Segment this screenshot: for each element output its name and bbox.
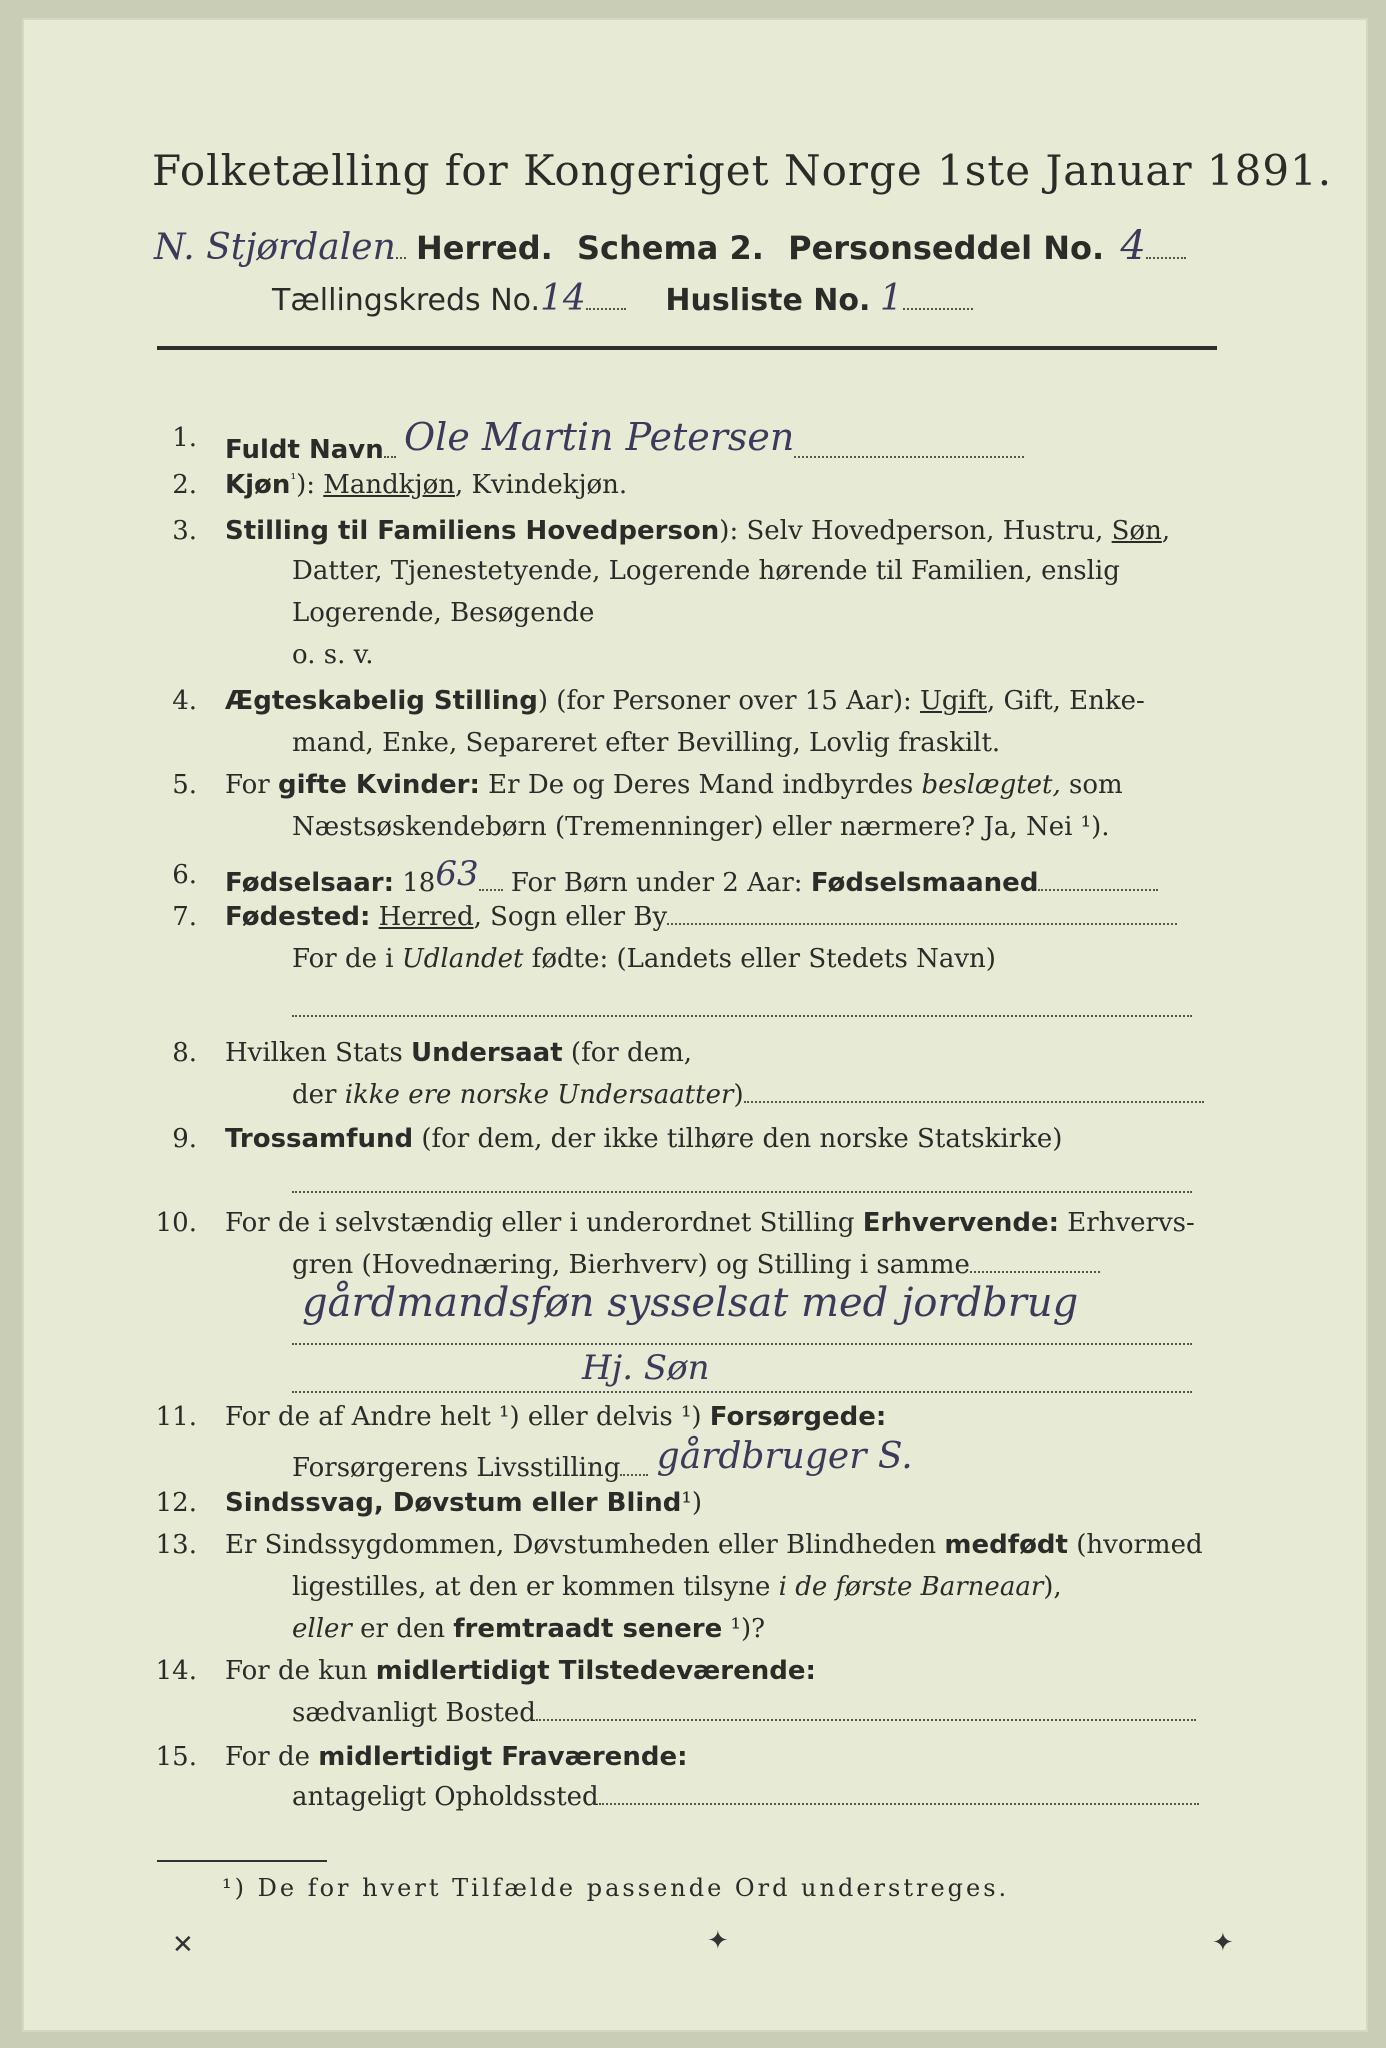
text: beslægtet, xyxy=(921,770,1061,800)
text-line: o. s. v. xyxy=(292,640,374,670)
text-line: Datter, Tjenestetyende, Logerende hørende til Familien, enslig xyxy=(292,556,1120,586)
footnote-rule xyxy=(157,1860,327,1862)
field-label: Fuldt Navn xyxy=(225,435,384,465)
text: , xyxy=(1161,516,1171,546)
field-label: Fødested: xyxy=(225,902,371,932)
text-line xyxy=(292,1782,1199,1812)
text: ), xyxy=(1043,1572,1062,1602)
item-number: 2. xyxy=(172,470,197,500)
field-dependents xyxy=(225,1402,886,1432)
occupation-value: gårdmandsføn sysselsat med jordbrug xyxy=(302,1280,1079,1326)
header-row-2 xyxy=(272,278,973,319)
field-label: gifte Kvinder: xyxy=(277,770,480,800)
footnote-ref: ¹ xyxy=(290,471,297,488)
item-number: 14. xyxy=(155,1656,197,1686)
item-number: 12. xyxy=(155,1488,197,1518)
field-label: midlertidigt Fraværende: xyxy=(318,1742,688,1772)
item-number: 4. xyxy=(172,686,197,716)
text: (for dem, der ikke tilhøre den norske Statskirke) xyxy=(413,1124,1063,1154)
field-occupation xyxy=(225,1208,1195,1238)
item-number: 3. xyxy=(172,516,197,546)
text-line: mand, Enke, Separeret efter Bevilling, Lovlig fraskilt. xyxy=(292,728,1001,758)
occupation-value-2: Hj. Søn xyxy=(582,1348,710,1388)
husliste-number: 1 xyxy=(879,278,903,319)
item-number: 13. xyxy=(155,1530,197,1560)
text: antageligt Opholdssted xyxy=(292,1782,599,1812)
text: For de af Andre helt ¹) eller delvis ¹) xyxy=(225,1402,710,1432)
text-line xyxy=(292,944,996,974)
occupation-handwritten-line1 xyxy=(302,1280,1078,1326)
field-label: Forsørgede: xyxy=(709,1402,887,1432)
herred-label: Herred. xyxy=(415,229,553,267)
form-title: Folketælling for Kongeriget Norge 1ste Januar 1891. xyxy=(152,146,1333,195)
field-full-name xyxy=(225,415,1024,467)
census-form xyxy=(22,18,1368,2032)
text-line xyxy=(292,1572,1062,1602)
field-disability xyxy=(225,1488,702,1518)
text: Er De og Deres Mand indbyrdes xyxy=(479,770,922,800)
item-number: 6. xyxy=(172,860,197,890)
provider-occupation-value: gårdbruger S. xyxy=(656,1436,913,1477)
text: eller xyxy=(292,1614,352,1644)
item-number: 9. xyxy=(172,1124,197,1154)
text: Forsørgerens Livsstilling xyxy=(292,1453,621,1483)
municipality-handwritten: N. Stjørdalen xyxy=(154,227,396,268)
text: For de kun xyxy=(225,1656,376,1686)
text: (hvormed xyxy=(1067,1530,1203,1560)
footnote: ¹) De for hvert Tilfælde passende Ord understreges. xyxy=(222,1874,1010,1902)
text: ) (for Personer over 15 Aar): xyxy=(537,686,920,716)
field-temporary-absent xyxy=(225,1742,687,1772)
field-label: Kjøn xyxy=(225,470,291,500)
field-married-women xyxy=(225,770,1123,800)
husliste-label: Husliste No. xyxy=(665,283,871,318)
text: For de xyxy=(225,1742,319,1772)
schema-label: Schema 2. xyxy=(576,229,764,267)
text: For xyxy=(225,770,278,800)
blank-dotted-line xyxy=(292,994,1192,1024)
text: ¹)? xyxy=(722,1614,766,1644)
text: ) xyxy=(733,1080,744,1110)
field-label: Trossamfund xyxy=(225,1124,414,1154)
field-label: Undersaat xyxy=(410,1038,563,1068)
text: fødte: (Landets eller Stedets Navn) xyxy=(523,944,996,974)
blank-dotted-line xyxy=(292,1370,1192,1400)
option-son-underlined: Søn xyxy=(1111,516,1162,546)
text-line: Logerende, Besøgende xyxy=(292,598,595,628)
field-label: medfødt xyxy=(944,1530,1068,1560)
item-number: 7. xyxy=(172,902,197,932)
registration-mark-right: ✦ xyxy=(1212,1928,1234,1958)
text: Hvilken Stats xyxy=(225,1038,411,1068)
taellingskreds-number: 14 xyxy=(540,278,586,319)
field-religion xyxy=(225,1124,1062,1154)
text: For de i selvstændig eller i underordnet Stilling xyxy=(225,1208,863,1238)
text: 18 xyxy=(394,868,436,898)
text: som xyxy=(1060,770,1123,800)
item-number: 5. xyxy=(172,770,197,800)
field-label: Erhvervende: xyxy=(862,1208,1060,1238)
field-temporary-present xyxy=(225,1656,816,1686)
sex-option-male-underlined: Mandkjøn xyxy=(323,470,455,500)
text: Udlandet xyxy=(401,944,524,974)
personseddel-number: 4 xyxy=(1120,223,1146,269)
text: Erhvervs- xyxy=(1059,1208,1195,1238)
text: i de første Barneaar xyxy=(778,1572,1044,1602)
full-name-value: Ole Martin Petersen xyxy=(404,415,795,459)
option-herred-underlined: Herred xyxy=(378,902,474,932)
text: , Gift, Enke- xyxy=(986,686,1145,716)
option-unmarried-underlined: Ugift xyxy=(920,686,987,716)
text: sædvanligt Bosted xyxy=(292,1698,536,1728)
field-label: Sindssvag, Døvstum eller Blind xyxy=(225,1488,682,1518)
text-line xyxy=(292,1080,1204,1110)
registration-mark-center: ✦ xyxy=(707,1926,729,1956)
text: er den xyxy=(351,1614,454,1644)
text: ¹) xyxy=(681,1488,702,1518)
text-line xyxy=(292,1614,765,1644)
item-number: 11. xyxy=(155,1402,197,1432)
registration-mark-left: ✕ xyxy=(172,1930,194,1960)
text: For de i xyxy=(292,944,402,974)
field-citizenship xyxy=(225,1038,692,1068)
text-line: Næstsøskendebørn (Tremenninger) eller nærmere? Ja, Nei ¹). xyxy=(292,812,1110,842)
field-label: Fødselsmaaned xyxy=(810,868,1039,898)
text: ): Selv Hovedperson, Hustru, xyxy=(719,516,1112,546)
field-label: Ægteskabelig Stilling xyxy=(225,686,538,716)
text: ): xyxy=(296,470,324,500)
text: ligestilles, at den er kommen tilsyne xyxy=(292,1572,779,1602)
text-line xyxy=(292,1698,1196,1728)
text: ikke ere norske Undersaatter xyxy=(344,1080,734,1110)
text-line xyxy=(292,1250,1100,1280)
text: gren (Hovednæring, Bierhverv) og Stilling i samme xyxy=(292,1250,970,1280)
text: For Børn under 2 Aar: xyxy=(502,868,811,898)
blank-dotted-line xyxy=(292,1322,1192,1352)
item-number: 1. xyxy=(172,423,197,453)
field-label: Stilling til Familiens Hovedperson xyxy=(225,516,720,546)
text: der xyxy=(292,1080,345,1110)
field-label: midlertidigt Tilstedeværende: xyxy=(375,1656,816,1686)
text: (for dem, xyxy=(562,1038,692,1068)
text: , Sogn eller By xyxy=(473,902,668,932)
item-number: 8. xyxy=(172,1038,197,1068)
field-birth-year xyxy=(225,854,1158,900)
personseddel-label: Personseddel No. xyxy=(788,229,1105,267)
field-birthplace xyxy=(225,902,1177,932)
item-number: 10. xyxy=(155,1208,197,1238)
blank-dotted-line xyxy=(292,1170,1192,1200)
sex-option-female: , Kvindekjøn. xyxy=(454,470,628,500)
field-label: fremtraadt senere xyxy=(453,1614,723,1644)
item-number: 15. xyxy=(155,1742,197,1772)
birth-year-value: 63 xyxy=(435,854,479,894)
field-sex xyxy=(225,470,627,500)
taellingskreds-label: Tællingskreds No. xyxy=(272,283,540,318)
field-family-position xyxy=(225,516,1170,546)
text-line xyxy=(292,1436,913,1485)
field-congenital xyxy=(225,1530,1203,1560)
header-row-1 xyxy=(154,223,1186,269)
field-marital-status xyxy=(225,686,1145,716)
header-divider xyxy=(157,346,1217,350)
field-label: Fødselsaar: xyxy=(225,868,394,898)
text: Er Sindssygdommen, Døvstumheden eller Blindheden xyxy=(225,1530,945,1560)
